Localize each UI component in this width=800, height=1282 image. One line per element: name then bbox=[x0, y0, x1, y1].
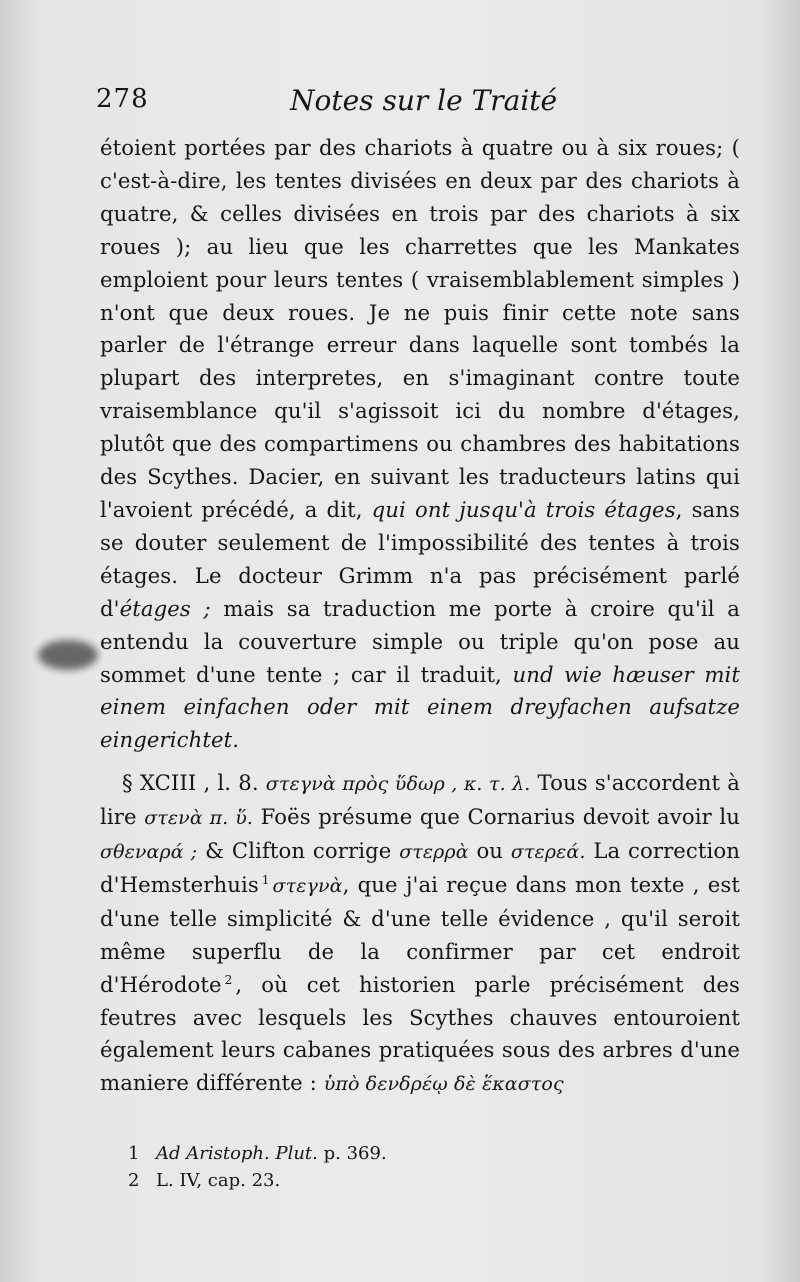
paragraph-1-text-c: mais sa traduction me porte à croire qu'il a entendu la couverture simple ou triple qu'on pose au sommet d'une tente ; car il traduit, bbox=[100, 595, 740, 687]
footnote-marker-1[interactable]: 1 bbox=[261, 872, 270, 887]
greek-text-3: σθεναρά ; bbox=[100, 841, 198, 864]
paragraph-2-text-2: Foës présume que Cornarius devoit avoir lu bbox=[260, 804, 741, 830]
paragraph-2-text-5: La correction d'Hemsterhuis bbox=[100, 838, 740, 897]
footnote-1-reference: Ad Aristoph. Plut. bbox=[156, 1143, 318, 1164]
footnote-1-number: 1 bbox=[128, 1143, 140, 1164]
paragraph-2-text-1: Tous s'accordent à lire bbox=[100, 770, 740, 830]
main-text bbox=[100, 132, 740, 1101]
paragraph-1-text-a: étoient portées par des chariots à quatre ou à six roues; ( c'est-à-dire, les tentes divisées en deux par des chariots à quatre, & celles divisées en trois par des chariots à six roues ); au lieu que les charrettes que les Mankates emploient pour leurs tentes ( vraisemblablement simples ) n'ont que deux roues. Je ne puis finir cette note sans parler de l'étrange erreur dans laquelle sont tombés la plupart des interpretes, en s'imaginant contre toute vraisemblance qu'il s'agissoit ici du nombre d'étages, plutôt que des compartimens ou chambres des habitations des Scythes. Dacier, en suivant les traducteurs latins qui l'avoient précédé, a dit, bbox=[100, 135, 740, 522]
footnote-1-location: p. 369. bbox=[323, 1143, 387, 1164]
paragraph-2-text-7: , où cet historien parle précisément des feutres avec lesquels les Scythes chauves entouroient également leurs cabanes pratiquées sous des arbres d'une maniere différente : bbox=[100, 971, 740, 1096]
footnote-marker-2[interactable]: 2 bbox=[224, 972, 233, 987]
paragraph-2 bbox=[100, 767, 740, 1101]
section-reference: § XCIII , l. 8. bbox=[122, 770, 259, 796]
italic-etages: étages ; bbox=[119, 595, 211, 621]
paragraph-2-text-6: , que j'ai reçue dans mon texte , est d'une telle simplicité & d'une telle évidence , qu'il seroit même superflu de la confirmer par cet endroit d'Hérodote bbox=[100, 871, 740, 997]
footnotes bbox=[128, 1140, 688, 1194]
footnote-1 bbox=[128, 1140, 688, 1167]
page-header bbox=[96, 84, 716, 124]
greek-text-1: στεγνὰ πρὸς ὕδωρ , κ. τ. λ. bbox=[265, 773, 531, 796]
footnote-2 bbox=[128, 1167, 688, 1194]
paragraph-2-text-4: ou bbox=[476, 838, 504, 864]
paragraph-1 bbox=[100, 132, 740, 757]
footnote-2-reference: L. IV, cap. 23. bbox=[156, 1170, 281, 1191]
running-title: Notes sur le Traité bbox=[290, 84, 558, 117]
greek-text-4: στερρὰ bbox=[399, 841, 469, 864]
page-number: 278 bbox=[96, 84, 149, 114]
greek-text-6: στεγνὰ bbox=[272, 874, 343, 897]
paragraph-1-text-b: , sans se douter seulement de l'impossibilité des tentes à trois étages. Le docteur Grimm n'a pas précisément parlé d' bbox=[100, 496, 740, 621]
quote-grimm: und wie hæuser mit einem einfachen oder mit einem dreyfachen aufsatze eingerichtet. bbox=[100, 661, 741, 753]
paragraph-2-text-3: & Clifton corrige bbox=[205, 838, 392, 864]
footnote-2-number: 2 bbox=[128, 1170, 140, 1191]
ink-smudge bbox=[38, 640, 98, 670]
quote-dacier: qui ont jusqu'à trois étages bbox=[371, 496, 676, 522]
greek-text-5: στερεά. bbox=[510, 841, 586, 864]
greek-text-2: στενὰ π. ὕ. bbox=[144, 807, 254, 830]
greek-text-7: ὑπὸ δενδρέῳ δὲ ἕκαστος bbox=[323, 1073, 564, 1096]
